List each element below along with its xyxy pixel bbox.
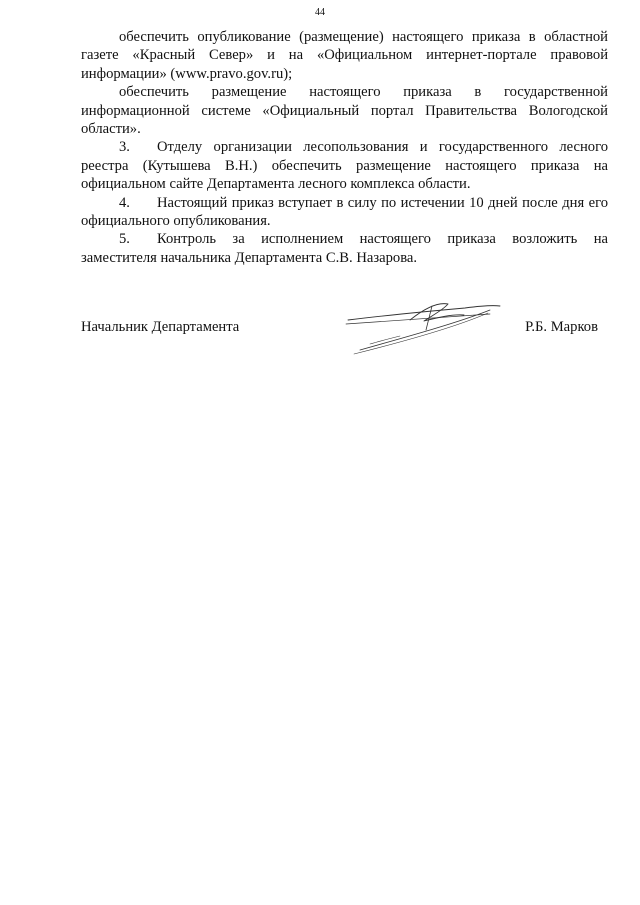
paragraph-portal-placement [81, 83, 608, 138]
paragraph-item-4 [81, 194, 608, 231]
signature-block [81, 318, 608, 338]
signatory-position: Начальник Департамента [81, 319, 240, 335]
signatory-name: Р.Б. Марков [525, 319, 598, 335]
paragraph-publication [81, 28, 608, 83]
page-number: 44 [315, 7, 325, 18]
paragraph-text: обеспечить опубликование (размещение) настоящего приказа в областной газете «Красный Север» и на «Официальном интернет-портале правовой информации» (www.pravo.gov.ru); [81, 29, 608, 82]
paragraph-item-5 [81, 230, 608, 267]
paragraph-text: Отделу организации лесопользования и государственного лесного реестра (Кутышева В.Н.) обеспечить размещение настоящего приказа на официальном сайте Департамента лесного комплекса области. [81, 139, 608, 193]
item-number: 5. [119, 231, 130, 248]
paragraph-item-3 [81, 138, 608, 193]
paragraph-text: Контроль за исполнением настоящего приказа возложить на заместителя начальника Департамента С.В. Назарова. [81, 231, 608, 266]
document-body [81, 28, 608, 267]
item-number: 3. [119, 139, 130, 156]
item-number: 4. [119, 194, 130, 211]
paragraph-text: Настоящий приказ вступает в силу по истечении 10 дней после дня его официального опубликования. [81, 194, 608, 230]
paragraph-text: обеспечить размещение настоящего приказа в государственной информационной системе «Официальный портал Правительства Вологодской области». [81, 84, 608, 138]
